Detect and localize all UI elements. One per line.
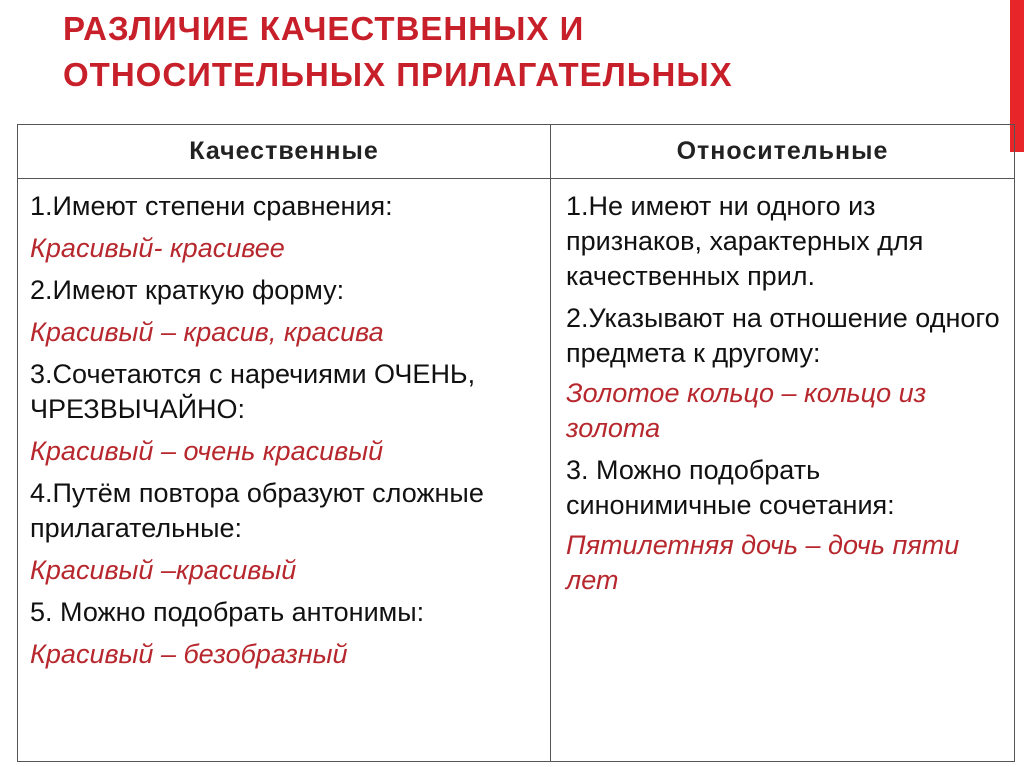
header-row: [18, 125, 1015, 179]
qualitative-example-4: Красивый –красивый: [30, 555, 297, 585]
qualitative-item-1: 1.Имеют степени сравнения:: [30, 191, 393, 221]
qualitative-cell: [18, 179, 551, 762]
title-line-2: ОТНОСИТЕЛЬНЫХ ПРИЛАГАТЕЛЬНЫХ: [63, 56, 733, 93]
comparison-table: [17, 124, 1015, 762]
qualitative-example-1: Красивый- красивее: [30, 233, 285, 263]
qualitative-example-3: Красивый – очень красивый: [30, 436, 384, 466]
qualitative-item-3: 3.Сочетаются с наречиями ОЧЕНЬ, ЧРЕЗВЫЧАЙНО:: [30, 359, 476, 424]
relative-item-2: 2.Указывают на отношение одного предмета к другому:: [566, 303, 1000, 368]
relative-item-1: 1.Не имеют ни одного из признаков, характерных для качественных прил.: [566, 191, 924, 291]
qualitative-example-2: Красивый – красив, красива: [30, 317, 384, 347]
qualitative-item-4: 4.Путём повтора образуют сложные прилагательные:: [30, 478, 484, 543]
relative-example-3: Пятилетняя дочь – дочь пяти лет: [566, 530, 960, 595]
content-row: [18, 179, 1015, 762]
relative-item-3: 3. Можно подобрать синонимичные сочетания:: [566, 455, 895, 520]
header-qualitative: Качественные: [18, 125, 551, 179]
slide-title: [63, 6, 993, 98]
title-line-1: РАЗЛИЧИЕ КАЧЕСТВЕННЫХ И: [63, 10, 585, 47]
relative-cell: [551, 179, 1015, 762]
qualitative-item-2: 2.Имеют краткую форму:: [30, 275, 345, 305]
qualitative-example-5: Красивый – безобразный: [30, 639, 348, 669]
qualitative-item-5: 5. Можно подобрать антонимы:: [30, 597, 425, 627]
header-relative: Относительные: [551, 125, 1015, 179]
relative-example-2: Золотое кольцо – кольцо из золота: [566, 378, 927, 443]
